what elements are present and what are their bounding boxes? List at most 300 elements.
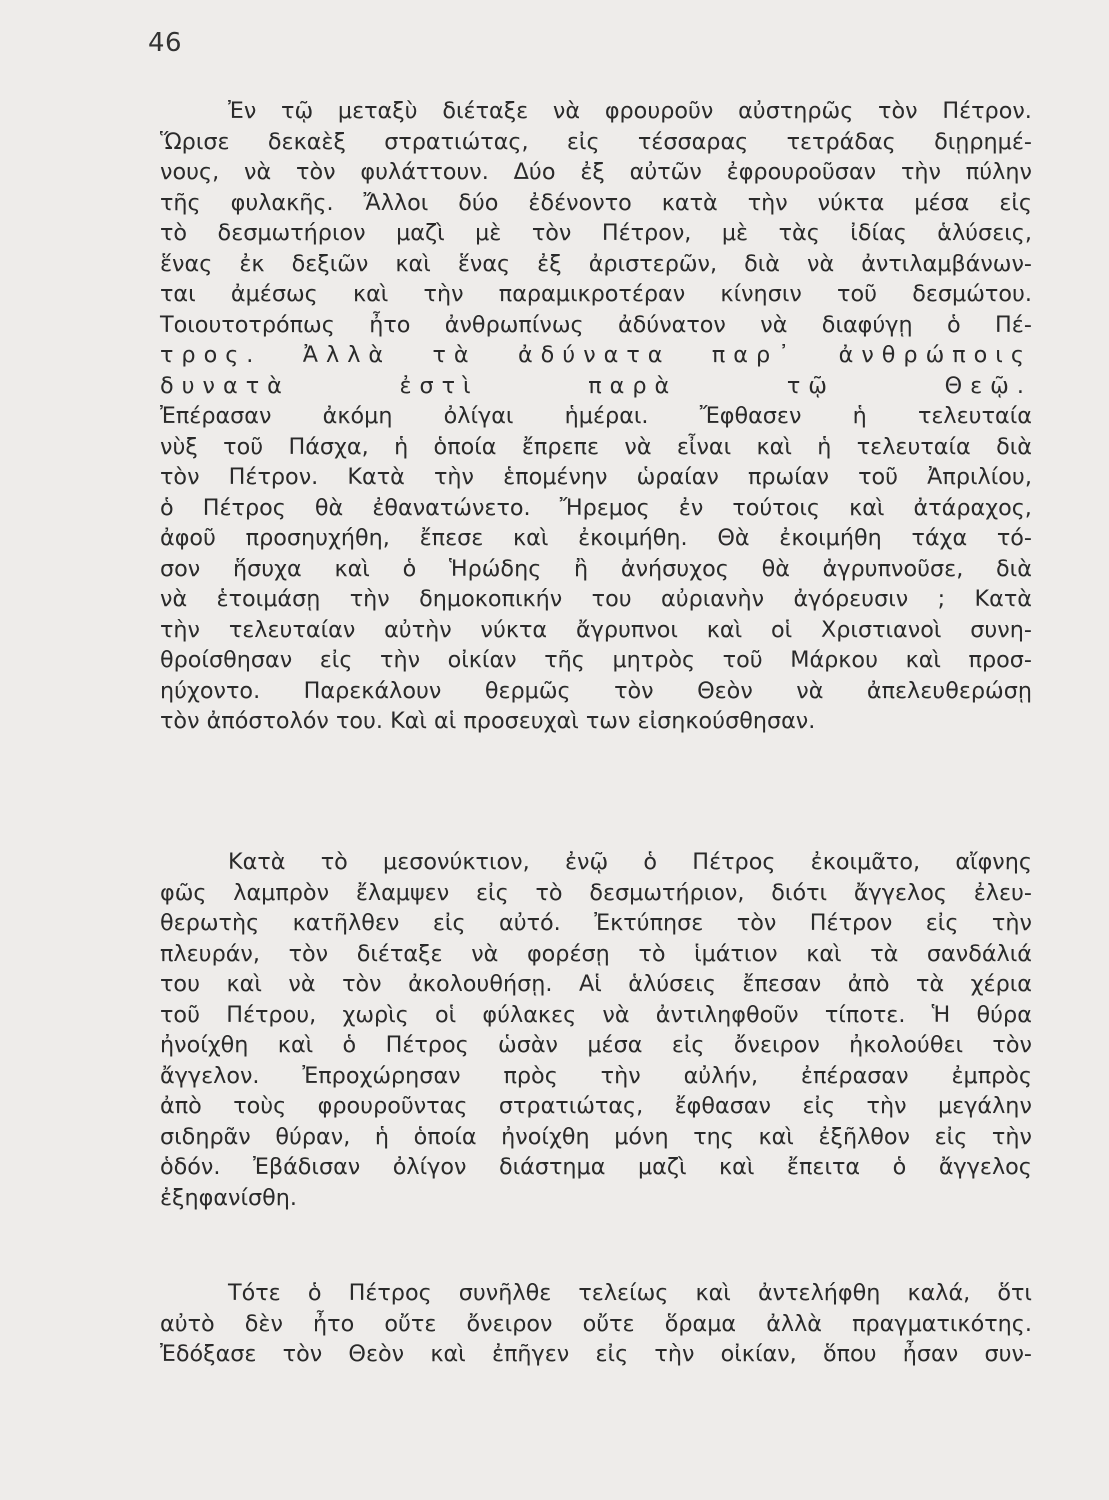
word: ἐπῆγεν (491, 1341, 570, 1367)
word: φρουροῦν (604, 98, 714, 124)
word: ὁ (160, 494, 174, 521)
word: Πέ- (995, 311, 1032, 338)
word: εἰς (475, 879, 509, 906)
word: εἰς (999, 189, 1032, 216)
word: θύρα (976, 1001, 1032, 1028)
word: παραμικροτέραν (498, 281, 686, 307)
word: ἑπομένην (503, 464, 608, 490)
word: φρουροῦντας (317, 1093, 468, 1119)
word: ἐξῆλθον (818, 1123, 911, 1150)
word: θερμῶς (484, 677, 571, 704)
page-number: 46 (148, 28, 183, 58)
text-line (160, 157, 1032, 188)
word: τὸ (160, 220, 188, 246)
word: εἰς (671, 1032, 705, 1058)
word: τὴν (160, 616, 201, 643)
word: καὶ (706, 616, 743, 643)
word: τὸν (992, 1032, 1032, 1058)
word: ἡ (374, 1123, 390, 1150)
word: μαζὶ (396, 220, 445, 246)
word: τὸν (736, 910, 777, 936)
word: ὁ (892, 1154, 907, 1180)
word: φυλακῆς. (230, 189, 334, 216)
word: Πέτρος (202, 494, 286, 521)
word: ἐκοιμᾶτο, (810, 849, 921, 875)
word: τὸν (342, 971, 382, 997)
text-line (160, 1000, 1032, 1031)
word: ἐλευ- (973, 879, 1032, 906)
text-line (160, 908, 1032, 939)
word: τοῦ (223, 433, 264, 460)
word: Ἐπέρασαν (160, 403, 272, 429)
word: ἔλαμψεν (355, 879, 450, 906)
text-line (160, 1091, 1032, 1122)
text-line (160, 1339, 1032, 1370)
word: διάστημα (498, 1154, 606, 1180)
word: προσ- (968, 647, 1032, 673)
word: σιδηρᾶν (160, 1123, 251, 1150)
word: νὰ (624, 433, 652, 460)
word: κατῆλθεν (292, 910, 400, 936)
word: καὶ (334, 555, 370, 582)
word: ἥσυχα (232, 555, 302, 582)
word: Θὰ (717, 525, 750, 551)
word: ἱμάτιον (694, 940, 778, 967)
word: τοῦ (837, 281, 878, 307)
word: ἀπελευθερώσῃ (866, 677, 1032, 704)
word: νὰ (160, 586, 188, 612)
word: ηύχοντο. (160, 677, 261, 704)
word: ὡσὰν (498, 1032, 559, 1058)
text-line (160, 493, 1032, 524)
word: ἔπεσαν (742, 971, 822, 997)
word: τὸν (288, 940, 329, 967)
word: ὁ (342, 1032, 357, 1058)
word: διέταξε (442, 98, 529, 124)
word: ἐμπρὸς (951, 1062, 1032, 1089)
word: ἐξ (537, 250, 562, 277)
word: τὴν (991, 910, 1032, 936)
word: μέσα (914, 189, 970, 216)
word: Ὥρισε (160, 128, 230, 155)
word: διῃρημέ- (934, 128, 1032, 155)
word: ἑτοιμάσῃ (216, 586, 321, 612)
word: ἠνοίχθη (160, 1032, 249, 1058)
word: Μάρκου (790, 647, 878, 673)
word: εἰς (319, 647, 353, 673)
word: ἁλύσεις (628, 971, 716, 997)
word: Ἐπροχώρησαν (302, 1062, 461, 1089)
word: τὸ (320, 849, 348, 875)
word: εἰς (432, 910, 466, 936)
word: ἄγγελον. (160, 1062, 260, 1089)
word: ἀνθρώποις (838, 342, 1032, 368)
word: οἰκίαν (447, 647, 517, 673)
word: θὰ (761, 555, 790, 582)
text-line (160, 1278, 1032, 1309)
text-line (160, 847, 1032, 878)
word: νύκτα (480, 616, 548, 643)
word: τὴν (600, 1062, 641, 1089)
word: ἀδύνατον (617, 311, 726, 338)
paragraph-3 (160, 1278, 1032, 1370)
word: της (693, 1123, 734, 1150)
word: Κατὰ (347, 464, 405, 490)
word: Κατὰ (228, 849, 286, 875)
word: καὶ (352, 281, 389, 307)
word: Ἄλλοι (363, 189, 429, 216)
word: ἀπὸ (847, 971, 890, 997)
word: μέσα (587, 1032, 643, 1058)
word: ἔπεσε (419, 525, 484, 551)
text-line (160, 218, 1032, 249)
word: φορέσῃ (526, 940, 610, 967)
word: Πάσχα, (288, 433, 369, 460)
word: Ἐν (228, 98, 257, 124)
word: πύλην (965, 159, 1032, 185)
word: δημοκοπικήν (419, 586, 563, 612)
word: παρ᾽ (711, 342, 798, 368)
word: τοῦ (160, 1001, 200, 1028)
word: ἀτάραχος, (913, 494, 1032, 521)
word: οὔτε (582, 1310, 635, 1337)
word: συν- (984, 1341, 1032, 1367)
word: θερωτὴς (160, 910, 260, 936)
word: οἱ (770, 616, 793, 643)
word: νὰ (760, 311, 788, 338)
word: φυλάττουν. (360, 159, 489, 185)
word: ὅπου (822, 1341, 877, 1367)
word: ἡμέραι. (564, 403, 649, 429)
word: ἠκολούθει (849, 1032, 964, 1058)
word: καὶ (905, 647, 941, 673)
word: τέσσαρας (637, 128, 749, 155)
word: ὅραμα (664, 1310, 737, 1337)
word: καὶ (277, 1032, 314, 1058)
text-line (160, 127, 1032, 158)
word: ἡ (817, 433, 832, 460)
word: δεξιῶν (291, 250, 369, 277)
word: ἀκόμη (322, 403, 393, 429)
text-line (160, 969, 1032, 1000)
word: ἀνήσυχος (620, 555, 729, 582)
text-line (160, 310, 1032, 341)
word: χέρια (970, 971, 1032, 997)
word: καὶ (756, 433, 792, 460)
word: τὴν (747, 189, 788, 216)
word: ἢ (574, 555, 589, 582)
word: του (160, 971, 200, 997)
word: ὡραίαν (636, 464, 719, 490)
word: συνη- (970, 616, 1032, 643)
word: μεταξὺ (337, 98, 418, 124)
word: τό- (996, 525, 1032, 551)
word: Πέτρος (385, 1032, 469, 1058)
word: Θεὸν (348, 1341, 405, 1367)
word: προσηυχήθη, (245, 525, 390, 551)
word: μεγάλην (937, 1093, 1032, 1119)
word: κατὰ (661, 189, 718, 216)
word: Πέτρος (348, 1280, 432, 1306)
word: ἀντιλαμβάνων- (861, 250, 1032, 277)
word: εἰς (925, 910, 959, 936)
word: καὶ (806, 940, 842, 967)
word: μεσονύκτιον, (383, 849, 530, 875)
word: τὰ (870, 940, 899, 967)
word: Ἐβάδισαν (252, 1154, 361, 1180)
word: ἀμέσως (230, 281, 318, 307)
word: τὴν (900, 159, 941, 185)
word: μὲ (721, 220, 749, 246)
word: τὴν (423, 281, 464, 307)
word: ὁ (402, 555, 417, 582)
word: μὲ (475, 220, 502, 246)
word: ται (160, 281, 196, 307)
word: ἄγρυπνοι (575, 616, 678, 643)
word: νὰ (552, 98, 581, 124)
text-line (160, 1030, 1032, 1061)
text-line (160, 432, 1032, 463)
word: Αἱ (578, 971, 602, 997)
word: Ἀλλὰ (302, 342, 392, 368)
word: καὶ (695, 1280, 731, 1306)
word: ἦσαν (902, 1341, 959, 1367)
word: τοὺς (233, 1093, 287, 1119)
word: αἴφνης (955, 849, 1032, 875)
word: ἀλλὰ (766, 1310, 822, 1337)
word: Χριστιανοὶ (820, 616, 942, 643)
word: διότι (771, 879, 828, 906)
word: σανδάλιά (926, 940, 1032, 967)
word: ἡ (852, 403, 867, 429)
word: ἐκοιμήθη. (578, 525, 688, 551)
word: καὶ (719, 1154, 755, 1180)
text-line (160, 1152, 1032, 1183)
word: Πέτρου, (226, 1001, 317, 1028)
word: ἀπὸ (160, 1093, 202, 1119)
word: παρὰ (588, 372, 678, 399)
word: ἦτο (313, 1310, 355, 1337)
word: αὐριανὴν (661, 586, 765, 612)
word: Πέτρον (809, 910, 893, 936)
word: τῷ (281, 98, 314, 124)
word: ἡ (394, 433, 409, 460)
text-line (160, 462, 1032, 493)
word: του (591, 586, 632, 612)
word: ἕνας (160, 250, 213, 277)
word: ἐστὶ (399, 372, 479, 399)
word: καὶ (758, 1123, 794, 1150)
word: ὁποία (433, 433, 497, 460)
word: καὶ (430, 1341, 466, 1367)
text-line (160, 1122, 1032, 1153)
word: τὸν (878, 98, 918, 124)
word: καὶ (395, 250, 431, 277)
word: πρὸς (503, 1062, 558, 1089)
word: ἀγόρευσιν (793, 586, 909, 612)
word: νὰ (796, 677, 824, 704)
word: στρατιώτας, (384, 128, 529, 155)
word: τούτοις (732, 494, 821, 521)
word: μητρὸς (612, 647, 696, 673)
text-line (160, 401, 1032, 432)
word: ἀκολουθήσῃ. (408, 971, 553, 997)
word: πρωίαν (747, 464, 829, 490)
word: Ἤρεμος (559, 494, 650, 521)
word: ὁ (307, 1280, 322, 1306)
word: αὐτῶν (629, 159, 702, 185)
text-line (160, 249, 1032, 280)
word: τρος. (160, 342, 262, 368)
text-line (160, 279, 1032, 310)
word: ἀγρυπνοῦσε, (822, 555, 964, 582)
word: ὀλίγαι (443, 403, 514, 429)
word: καὶ (226, 971, 262, 997)
word: Θεὸν (697, 677, 753, 704)
word: διὰ (996, 433, 1032, 460)
word: τελείως (578, 1280, 669, 1306)
word: τὴν (654, 1341, 695, 1367)
word: Παρεκάλουν (303, 677, 442, 704)
text-line (160, 1061, 1032, 1092)
word: τὴν (433, 464, 474, 490)
word: τὸν (282, 1341, 323, 1367)
word: ἀνθρωπίνως (444, 311, 584, 338)
word: τοῦ (858, 464, 899, 490)
text-line (160, 615, 1032, 646)
word: πραγματικότης. (852, 1310, 1032, 1337)
word: ἔπειτα (786, 1154, 861, 1180)
word: Θεῷ. (944, 372, 1032, 399)
word: τὸ (638, 940, 666, 967)
word: οἱ (435, 1001, 457, 1028)
word: ἐκοιμήθη (779, 525, 882, 551)
word: Ἡρώδης (448, 555, 542, 582)
word: αὐτὸ (160, 1310, 215, 1337)
word: τὸν (614, 677, 654, 704)
word: τῷ (786, 372, 835, 399)
text-line (160, 340, 1032, 371)
word: ἐδένοντο (528, 189, 632, 216)
text-line (160, 878, 1032, 909)
word: μαζὶ (637, 1154, 687, 1180)
word: νὰ (244, 159, 272, 185)
word: τὴν (866, 1093, 907, 1119)
word: θύραν, (275, 1123, 351, 1150)
word: νὰ (602, 1001, 630, 1028)
word: Πέτρον, (601, 220, 692, 246)
word: τὸ (535, 879, 563, 906)
word: σον (160, 555, 201, 582)
word: τίποτε. (824, 1001, 906, 1028)
word: τὰς (778, 220, 820, 246)
word: εἶναι (676, 433, 732, 460)
word: Δύο (513, 159, 556, 185)
word: Πέτρος (692, 849, 776, 875)
word: διαφύγῃ (821, 311, 913, 338)
word: τελευταία (856, 433, 971, 460)
word: θροίσθησαν (160, 647, 293, 673)
word: τάχα (911, 525, 968, 551)
paragraph-2 (160, 847, 1032, 1213)
word: ἀδύνατα (517, 342, 671, 368)
word: Ἐδόξασε (160, 1341, 257, 1367)
word: Πέτρον. (942, 98, 1032, 124)
word: νὰ (807, 250, 835, 277)
word: Τότε (228, 1280, 281, 1306)
word: ἀφοῦ (160, 525, 216, 551)
word: πλευράν, (160, 940, 260, 967)
word: ἐνῷ (564, 849, 609, 875)
word: Ἐκτύπησε (594, 910, 704, 936)
word: μόνη (614, 1123, 669, 1150)
word: εἰς (934, 1123, 968, 1150)
word: τῆς (160, 189, 201, 216)
word: τὰ (916, 971, 945, 997)
word: διέταξε (356, 940, 443, 967)
word: ὄνειρον (733, 1032, 820, 1058)
word: Κατὰ (974, 586, 1032, 612)
word: τελευταίαν (228, 616, 356, 643)
word: Ἡ (931, 1001, 951, 1028)
word: δεσμωτήριον, (589, 879, 745, 906)
word: εἰς (802, 1093, 836, 1119)
word: ὀλίγον (392, 1154, 467, 1180)
text-line: ἐξηφανίσθη. (160, 1184, 298, 1211)
word: αὐλήν, (683, 1062, 759, 1089)
word: ὁ (947, 311, 961, 338)
word: ὁποία (413, 1123, 477, 1150)
word: φῶς (160, 879, 207, 906)
word: νὰ (471, 940, 499, 967)
word: Πέτρον. (228, 464, 319, 490)
word: οὔτε (384, 1310, 437, 1337)
word: ἔφθασαν (674, 1093, 772, 1119)
text-line (160, 188, 1032, 219)
word: Ἀπριλίου, (927, 464, 1032, 490)
word: δύο (458, 189, 499, 216)
word: ἠνοίχθη (501, 1123, 590, 1150)
word: Ἔφθασεν (699, 403, 802, 429)
word: δεσμωτήριον (217, 220, 366, 246)
word: νύκτα (817, 189, 885, 216)
word: εἰς (566, 128, 600, 155)
word: ἄγγελος (853, 879, 947, 906)
word: ἄγγελος (938, 1154, 1032, 1180)
word: τὸν (160, 464, 200, 490)
word: στρατιώτας, (498, 1093, 644, 1119)
word: Τοιουτοτρόπως (160, 311, 335, 338)
word: θὰ (314, 494, 344, 521)
text-line (160, 676, 1032, 707)
word: ἁλύσεις, (937, 220, 1032, 246)
word: φύλακες (482, 1001, 577, 1028)
word: οἰκίαν, (720, 1341, 797, 1367)
word: ἐκ (239, 250, 265, 277)
word: τὰ (432, 342, 477, 368)
word: αὐτό. (499, 910, 561, 936)
word: εἰς (595, 1341, 629, 1367)
word: τετράδας (786, 128, 896, 155)
word: ὅτι (997, 1280, 1032, 1306)
paragraph-1 (160, 96, 1032, 737)
word: ἐξ (580, 159, 605, 185)
word: διὰ (996, 555, 1032, 582)
word: ; (937, 586, 946, 612)
word: αὐτὴν (384, 616, 452, 643)
word: καὶ (513, 525, 549, 551)
word: καλά, (907, 1280, 971, 1306)
